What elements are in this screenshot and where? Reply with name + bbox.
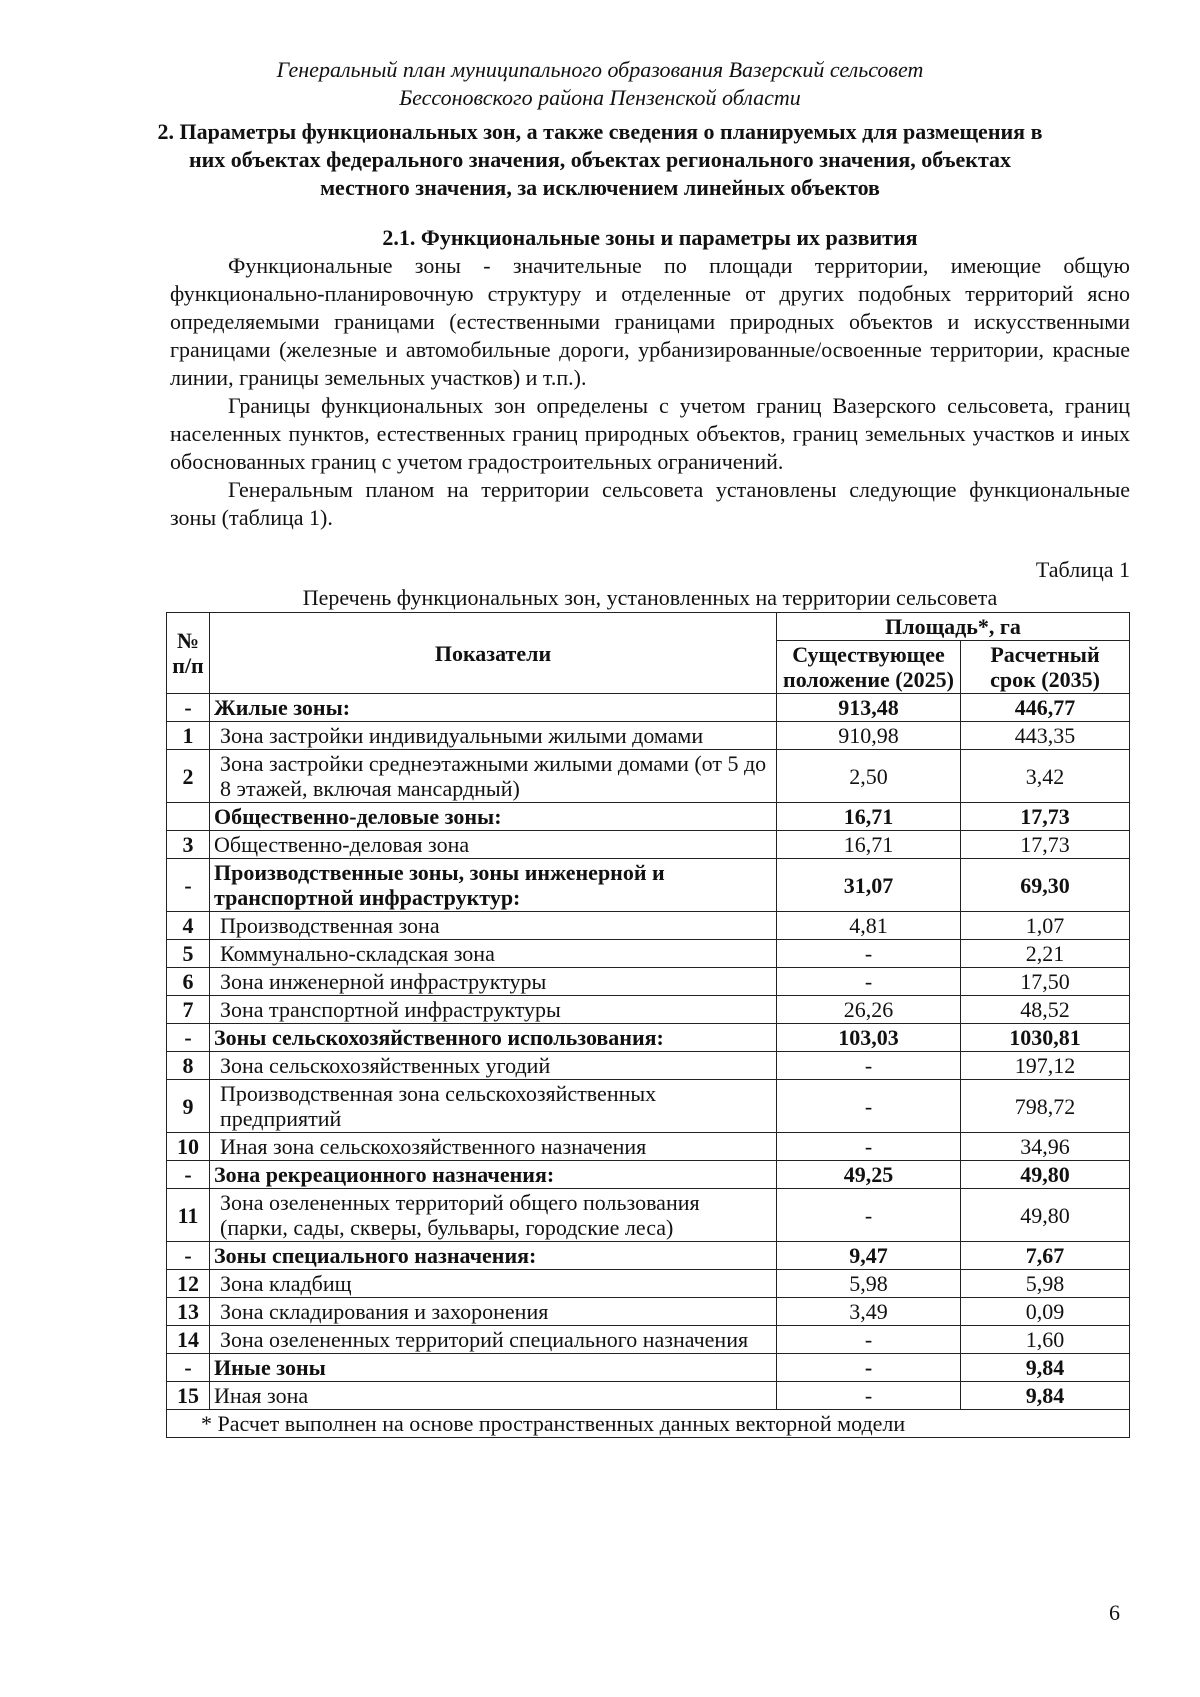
row-number: - [167, 694, 210, 722]
row-planned-area: 1,07 [961, 912, 1130, 940]
row-existing-area: 4,81 [777, 912, 961, 940]
row-number: 4 [167, 912, 210, 940]
row-existing-area: - [777, 968, 961, 996]
row-indicator: Зона транспортной инфраструктуры [210, 996, 777, 1024]
row-number: 7 [167, 996, 210, 1024]
table-row [167, 940, 1130, 968]
row-existing-area: 910,98 [777, 722, 961, 750]
table-row [167, 803, 1130, 831]
table-row [167, 968, 1130, 996]
row-existing-area: - [777, 1052, 961, 1080]
header-area: Площадь*, га [777, 613, 1130, 641]
row-indicator: Зона складирования и захоронения [210, 1298, 777, 1326]
row-existing-area: - [777, 1326, 961, 1354]
row-existing-area: 49,25 [777, 1161, 961, 1189]
document-header [0, 56, 1200, 112]
row-number: 14 [167, 1326, 210, 1354]
row-number: 11 [167, 1189, 210, 1242]
table-row [167, 1298, 1130, 1326]
header-line-1: Генеральный план муниципального образования Вазерский сельсовет [276, 57, 924, 82]
row-planned-area: 9,84 [961, 1354, 1130, 1382]
table-row [167, 1189, 1130, 1242]
row-planned-area: 49,80 [961, 1161, 1130, 1189]
row-existing-area: - [777, 1354, 961, 1382]
header-indicator: Показатели [210, 613, 777, 694]
row-planned-area: 0,09 [961, 1298, 1130, 1326]
row-planned-area: 49,80 [961, 1189, 1130, 1242]
zones-table [166, 612, 1130, 1438]
row-existing-area: 16,71 [777, 803, 961, 831]
row-number: 6 [167, 968, 210, 996]
paragraph-3: Генеральным планом на территории сельсовета установлены следующие функциональные зоны (таблица 1). [170, 477, 1130, 530]
table-body [167, 694, 1130, 1410]
row-number: 3 [167, 831, 210, 859]
row-planned-area: 798,72 [961, 1080, 1130, 1133]
row-indicator: Общественно-деловая зона [210, 831, 777, 859]
row-number: 15 [167, 1382, 210, 1410]
table-row [167, 694, 1130, 722]
row-existing-area: 26,26 [777, 996, 961, 1024]
row-planned-area: 17,73 [961, 831, 1130, 859]
header-num: № п/п [167, 613, 210, 694]
table-row [167, 859, 1130, 912]
table-caption: Перечень функциональных зон, установленных на территории сельсовета [302, 585, 998, 610]
body-text [170, 252, 1130, 532]
row-number: 2 [167, 750, 210, 803]
row-planned-area: 1030,81 [961, 1024, 1130, 1052]
row-indicator: Производственная зона сельскохозяйственных предприятий [210, 1080, 777, 1133]
header-existing: Существующее положение (2025) [777, 641, 961, 694]
row-indicator: Зона озелененных территорий специального назначения [210, 1326, 777, 1354]
row-number: 13 [167, 1298, 210, 1326]
row-indicator: Коммунально-складская зона [210, 940, 777, 968]
row-planned-area: 2,21 [961, 940, 1130, 968]
header-planned: Расчетный срок (2035) [961, 641, 1130, 694]
row-existing-area: - [777, 1080, 961, 1133]
row-existing-area: 913,48 [777, 694, 961, 722]
row-planned-area: 7,67 [961, 1242, 1130, 1270]
row-indicator: Иные зоны [210, 1354, 777, 1382]
row-number: 1 [167, 722, 210, 750]
row-indicator: Зоны сельскохозяйственного использования: [210, 1024, 777, 1052]
table-row [167, 722, 1130, 750]
row-indicator: Зоны специального назначения: [210, 1242, 777, 1270]
table-row [167, 1024, 1130, 1052]
row-indicator: Жилые зоны: [210, 694, 777, 722]
row-existing-area: 31,07 [777, 859, 961, 912]
row-number: 10 [167, 1133, 210, 1161]
row-planned-area: 34,96 [961, 1133, 1130, 1161]
row-planned-area: 17,50 [961, 968, 1130, 996]
table-footnote: * Расчет выполнен на основе пространственных данных векторной модели [167, 1410, 1130, 1438]
table-row [167, 1080, 1130, 1133]
subsection-title: 2.1. Функциональные зоны и параметры их развития [382, 225, 918, 250]
row-number: - [167, 1161, 210, 1189]
header-line-2: Бессоновского района Пензенской области [399, 85, 801, 110]
row-existing-area: 3,49 [777, 1298, 961, 1326]
row-indicator: Зона озелененных территорий общего пользования (парки, сады, скверы, бульвары, городские леса) [210, 1189, 777, 1242]
row-planned-area: 5,98 [961, 1270, 1130, 1298]
row-existing-area: 16,71 [777, 831, 961, 859]
row-planned-area: 1,60 [961, 1326, 1130, 1354]
page-number: 6 [1109, 1600, 1120, 1625]
row-indicator: Зона рекреационного назначения: [210, 1161, 777, 1189]
row-planned-area: 3,42 [961, 750, 1130, 803]
row-number: - [167, 1354, 210, 1382]
row-planned-area: 9,84 [961, 1382, 1130, 1410]
paragraph-2: Границы функциональных зон определены с учетом границ Вазерского сельсовета, границ населенных пунктов, естественных границ природных объектов, границ земельных участков и иных обоснованных границ с учетом градостроительных ограничений. [170, 393, 1130, 474]
row-indicator: Иная зона [210, 1382, 777, 1410]
table-row [167, 1242, 1130, 1270]
table-row [167, 912, 1130, 940]
table-row [167, 831, 1130, 859]
row-planned-area: 197,12 [961, 1052, 1130, 1080]
table-label: Таблица 1 [1035, 557, 1130, 582]
row-number: - [167, 859, 210, 912]
row-existing-area: - [777, 1382, 961, 1410]
table-row [167, 996, 1130, 1024]
table-row [167, 1326, 1130, 1354]
row-indicator: Производственные зоны, зоны инженерной и транспортной инфраструктур: [210, 859, 777, 912]
row-number: 12 [167, 1270, 210, 1298]
row-planned-area: 48,52 [961, 996, 1130, 1024]
row-planned-area: 17,73 [961, 803, 1130, 831]
section-title: 2. Параметры функциональных зон, а также сведения о планируемых для размещения в них объектах федерального значения, объектах регионального значения, объектах местного значения, за исключением линейных объектов [157, 119, 1043, 200]
row-indicator: Зона инженерной инфраструктуры [210, 968, 777, 996]
row-existing-area: - [777, 940, 961, 968]
row-planned-area: 443,35 [961, 722, 1130, 750]
table-row [167, 1270, 1130, 1298]
table-row [167, 1052, 1130, 1080]
row-existing-area: 9,47 [777, 1242, 961, 1270]
row-indicator: Зона кладбищ [210, 1270, 777, 1298]
row-number: - [167, 1024, 210, 1052]
row-indicator: Зона застройки индивидуальными жилыми домами [210, 722, 777, 750]
row-number: 9 [167, 1080, 210, 1133]
table-row [167, 1354, 1130, 1382]
row-indicator: Производственная зона [210, 912, 777, 940]
row-existing-area: 5,98 [777, 1270, 961, 1298]
table-row [167, 750, 1130, 803]
row-indicator: Общественно-деловые зоны: [210, 803, 777, 831]
table-row [167, 1133, 1130, 1161]
row-number: 8 [167, 1052, 210, 1080]
table-row [167, 1161, 1130, 1189]
row-existing-area: - [777, 1133, 961, 1161]
row-planned-area: 446,77 [961, 694, 1130, 722]
row-existing-area: - [777, 1189, 961, 1242]
row-existing-area: 2,50 [777, 750, 961, 803]
row-number [167, 803, 210, 831]
row-indicator: Иная зона сельскохозяйственного назначения [210, 1133, 777, 1161]
row-indicator: Зона сельскохозяйственных угодий [210, 1052, 777, 1080]
row-planned-area: 69,30 [961, 859, 1130, 912]
row-number: 5 [167, 940, 210, 968]
row-existing-area: 103,03 [777, 1024, 961, 1052]
table-row [167, 1382, 1130, 1410]
row-indicator: Зона застройки среднеэтажными жилыми домами (от 5 до 8 этажей, включая мансардный) [210, 750, 777, 803]
row-number: - [167, 1242, 210, 1270]
paragraph-1: Функциональные зоны - значительные по площади территории, имеющие общую функционально-планировочную структуру и отделенные от других подобных территорий ясно определяемыми границами (естественными границами природных объектов и искусственными границами (железные и автомобильные дороги, урбанизированные/освоенные территории, красные линии, границы земельных участков) и т.п.). [170, 253, 1130, 390]
